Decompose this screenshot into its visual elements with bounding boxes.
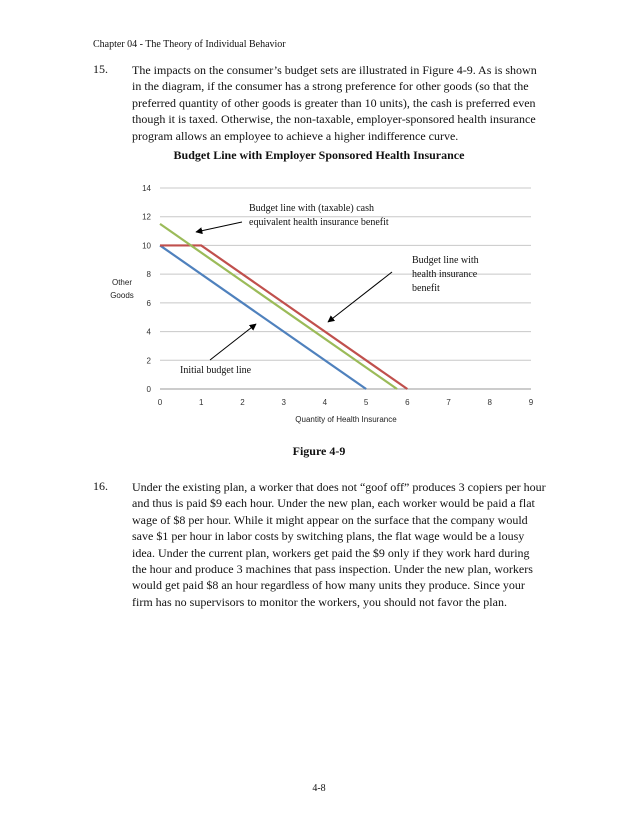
y-tick-label: 8 [146, 270, 151, 280]
x-tick-label: 4 [322, 398, 328, 407]
q15-line: in the diagram, if the consumer has a strong preference for other goods (so that the [132, 79, 529, 94]
y-tick-label: 10 [142, 241, 151, 251]
y-axis-label-line1: Other [111, 278, 133, 287]
q15-line: program allows an employee to achieve a higher indifference curve. [132, 128, 459, 143]
page-number: 4-8 [312, 783, 326, 794]
y-tick-label: 4 [146, 327, 151, 337]
q15-line: preferred quantity of other goods is greater than 10 units), the cash is preferred even [132, 95, 536, 110]
x-tick-label: 0 [157, 398, 163, 407]
x-tick-label: 9 [528, 398, 534, 407]
x-tick-label: 6 [405, 398, 410, 407]
x-tick-label: 8 [487, 398, 493, 407]
y-tick-label: 2 [146, 356, 151, 366]
q16-line: and thus is paid $9 each hour. Under the new plan, each worker would be paid a flat [132, 496, 535, 511]
chapter-header: Chapter 04 - The Theory of Individual Behavior [93, 39, 286, 50]
y-tick-label: 6 [146, 298, 151, 308]
q16-line: wage of $8 per hour. While it might appear on the surface that the company would [132, 512, 528, 527]
question-16-text [132, 479, 562, 610]
q16-line: save $1 per hour in labor costs by switching plans, the flat wage would be a lousy [132, 529, 525, 544]
q16-line: would get paid $8 an hour regardless of how many units they produce. Since your [132, 578, 525, 593]
figure-caption: Figure 4-9 [292, 444, 346, 458]
y-tick-label: 14 [142, 184, 151, 193]
cash-benefit-annotation-line2: equivalent health insurance benefit [249, 217, 389, 228]
x-tick-label: 2 [240, 398, 245, 407]
x-tick-label: 1 [198, 398, 204, 407]
cash-benefit-arrow [196, 222, 242, 232]
q15-line: though it is taxed. Otherwise, the non-taxable, employer-sponsored health insurance [132, 112, 536, 127]
question-16-number: 16. [93, 479, 108, 493]
chart-title: Budget Line with Employer Sponsored Health Insurance [173, 148, 465, 162]
q16-line: idea. Under the current plan, workers get paid the $9 only if they work hard during [132, 545, 530, 560]
x-tick-label: 5 [363, 398, 369, 407]
y-axis-label-line2: Goods [110, 291, 134, 300]
question-15-number: 15. [93, 62, 108, 76]
q16-line: the hour and produce 3 machines that pass inspection. Under the new plan, workers [132, 562, 533, 577]
q16-line: Under the existing plan, a worker that does not “goof off” produces 3 copiers per hour [132, 480, 546, 494]
y-tick-label: 0 [146, 385, 151, 394]
cash-benefit-annotation-line1: Budget line with (taxable) cash [249, 203, 374, 214]
insurance-benefit-annotation-line2: health insurance [412, 269, 478, 280]
insurance-benefit-arrow [328, 272, 392, 322]
insurance-benefit-annotation-line3: benefit [412, 283, 440, 294]
q16-line: firm has no supervisors to monitor the workers, you should not favor the plan. [132, 594, 507, 609]
x-axis-label: Quantity of Health Insurance [295, 415, 397, 424]
q15-line: The impacts on the consumer’s budget sets are illustrated in Figure 4-9. As is shown [132, 63, 537, 77]
insurance-benefit-annotation-line1: Budget line with [412, 255, 479, 266]
y-tick-label: 12 [142, 212, 151, 222]
initial-line-arrow [210, 324, 256, 360]
initial-line-annotation: Initial budget line [180, 365, 252, 376]
x-tick-label: 3 [281, 398, 286, 407]
x-tick-label: 7 [446, 398, 451, 407]
